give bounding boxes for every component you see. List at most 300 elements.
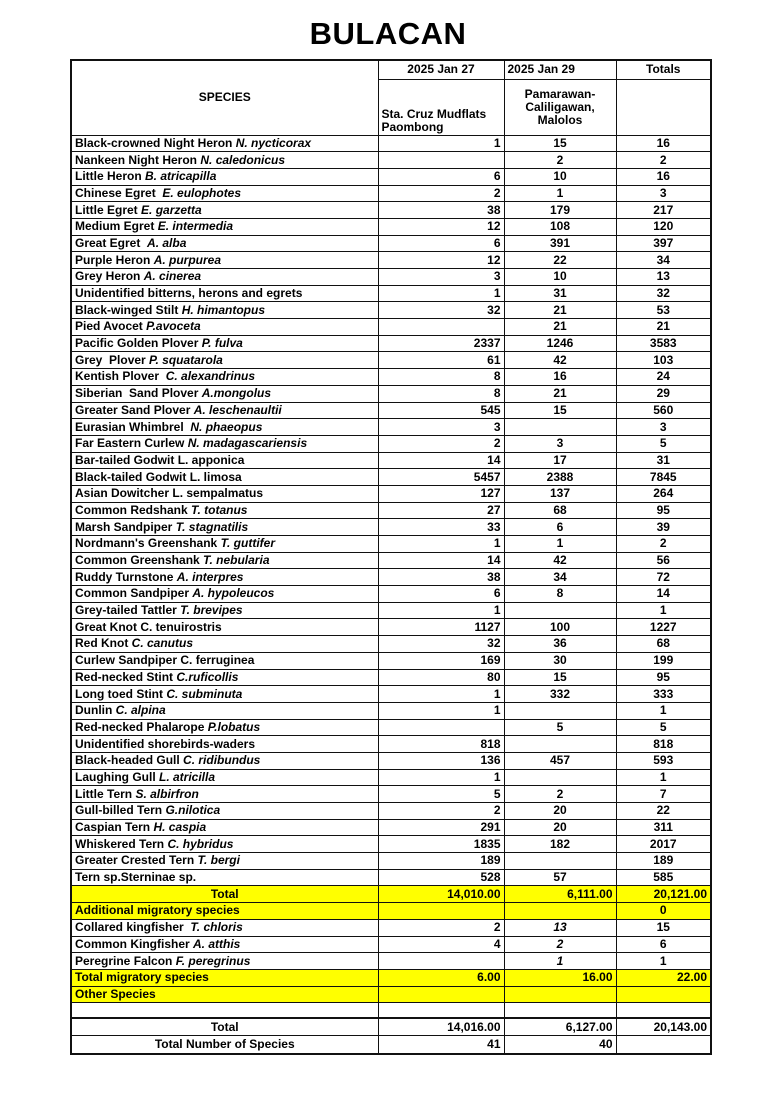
count-jan29-cell xyxy=(504,903,616,920)
species-common-name: Dunlin xyxy=(75,703,116,718)
species-scientific-name: A. leschenaultii xyxy=(193,402,282,417)
count-jan29-cell xyxy=(504,702,616,719)
table-row xyxy=(71,168,711,185)
species-scientific-name: F. peregrinus xyxy=(175,953,251,968)
count-jan27-cell: 189 xyxy=(378,853,504,870)
species-common-name: Bar-tailed Godwit xyxy=(75,452,178,467)
species-common-name: Gull-billed Tern xyxy=(75,803,166,818)
species-cell xyxy=(71,252,378,269)
count-total-cell: 14 xyxy=(616,586,711,603)
species-cell xyxy=(71,369,378,386)
species-scientific-name: A. atthis xyxy=(193,936,241,951)
species-scientific-name: N. phaeopus xyxy=(190,419,263,434)
count-jan29-cell xyxy=(504,853,616,870)
species-cell xyxy=(71,702,378,719)
count-jan29-cell: 22 xyxy=(504,252,616,269)
table-row xyxy=(71,185,711,202)
table-row xyxy=(71,252,711,269)
count-jan27-cell: 2 xyxy=(378,803,504,820)
species-scientific-name: T. bergi xyxy=(197,853,240,868)
species-cell xyxy=(71,352,378,369)
species-common-name: Black-tailed Godwit xyxy=(75,469,190,484)
table-row xyxy=(71,1018,711,1036)
count-jan27-cell: 8 xyxy=(378,385,504,402)
species-common-name: Grey Heron xyxy=(75,269,144,284)
count-jan27-cell: 38 xyxy=(378,202,504,219)
table-row xyxy=(71,536,711,553)
count-total-cell: 3 xyxy=(616,419,711,436)
table-row xyxy=(71,803,711,820)
count-total-cell: 72 xyxy=(616,569,711,586)
count-total-cell: 13 xyxy=(616,269,711,286)
count-jan29-cell: 10 xyxy=(504,269,616,286)
species-common-name: Pacific Golden Plover xyxy=(75,336,202,351)
count-total-cell: 34 xyxy=(616,252,711,269)
count-jan27-cell xyxy=(378,1003,504,1018)
species-scientific-name: N. nycticorax xyxy=(235,135,312,150)
species-cell xyxy=(71,218,378,235)
species-cell xyxy=(71,569,378,586)
count-jan27-cell: 38 xyxy=(378,569,504,586)
count-jan29-cell: 34 xyxy=(504,569,616,586)
count-jan29-cell: 42 xyxy=(504,552,616,569)
species-scientific-name: C. canutus xyxy=(131,636,194,651)
species-scientific-name: H. caspia xyxy=(153,820,207,835)
species-common-name: Additional migratory species xyxy=(75,903,240,918)
date-header-jan27: 2025 Jan 27 xyxy=(378,60,504,79)
count-jan27-cell: 61 xyxy=(378,352,504,369)
count-jan29-cell: 3 xyxy=(504,435,616,452)
species-cell xyxy=(71,986,378,1003)
table-row xyxy=(71,786,711,803)
species-cell xyxy=(71,519,378,536)
count-total-cell: 333 xyxy=(616,686,711,703)
count-total-cell: 21 xyxy=(616,319,711,336)
count-jan29-cell: 2 xyxy=(504,786,616,803)
species-scientific-name: L. apponica xyxy=(177,452,245,467)
count-jan29-cell: 8 xyxy=(504,586,616,603)
page xyxy=(0,16,776,1112)
count-total-cell: 1 xyxy=(616,769,711,786)
table-row xyxy=(71,853,711,870)
count-jan29-cell: 17 xyxy=(504,452,616,469)
table-row xyxy=(71,502,711,519)
count-total-cell: 1 xyxy=(616,602,711,619)
table-row xyxy=(71,269,711,286)
species-common-name: Little Heron xyxy=(75,169,146,184)
table-row xyxy=(71,986,711,1003)
count-jan27-cell: 3 xyxy=(378,419,504,436)
count-jan27-cell: 818 xyxy=(378,736,504,753)
count-jan29-cell: 13 xyxy=(504,919,616,936)
count-total-cell: 24 xyxy=(616,369,711,386)
count-total-cell: 22.00 xyxy=(616,969,711,986)
species-scientific-name: C. hybridus xyxy=(167,836,234,851)
species-common-name: Nordmann's Greenshank xyxy=(75,536,221,551)
species-scientific-name: T. guttifer xyxy=(220,536,275,551)
table-row xyxy=(71,402,711,419)
count-total-cell: 2 xyxy=(616,152,711,169)
species-cell xyxy=(71,502,378,519)
species-cell xyxy=(71,402,378,419)
species-scientific-name: P.lobatus xyxy=(207,719,261,734)
count-total-cell: 593 xyxy=(616,752,711,769)
species-scientific-name: N. madagascariensis xyxy=(187,436,308,451)
species-common-name: Far Eastern Curlew xyxy=(75,436,188,451)
species-scientific-name: C. alpina xyxy=(115,703,166,718)
table-row xyxy=(71,769,711,786)
species-cell xyxy=(71,786,378,803)
species-scientific-name: H. himantopus xyxy=(181,302,266,317)
count-jan29-cell: 30 xyxy=(504,652,616,669)
species-scientific-name: L. atricilla xyxy=(159,769,216,784)
species-count-table xyxy=(70,59,712,1055)
count-jan27-cell: 2 xyxy=(378,185,504,202)
count-total-cell xyxy=(616,986,711,1003)
count-jan29-cell: 21 xyxy=(504,319,616,336)
species-common-name: Eurasian Whimbrel xyxy=(75,419,191,434)
count-total-cell: 560 xyxy=(616,402,711,419)
count-total-cell: 22 xyxy=(616,803,711,820)
species-common-name: Curlew Sandpiper xyxy=(75,653,181,668)
species-cell xyxy=(71,669,378,686)
species-common-name: Chinese Egret xyxy=(75,185,163,200)
table-row xyxy=(71,135,711,152)
species-cell xyxy=(71,602,378,619)
species-common-name: Little Tern xyxy=(75,786,136,801)
count-jan27-cell: 1 xyxy=(378,702,504,719)
table-row xyxy=(71,469,711,486)
species-cell xyxy=(71,919,378,936)
table-row xyxy=(71,452,711,469)
species-cell xyxy=(71,636,378,653)
table-row xyxy=(71,302,711,319)
species-scientific-name: L. sempalmatus xyxy=(172,486,264,501)
count-jan27-cell: 1 xyxy=(378,285,504,302)
species-common-name: Greater Sand Plover xyxy=(75,402,194,417)
species-scientific-name: T. brevipes xyxy=(180,603,243,618)
count-total-cell: 7845 xyxy=(616,469,711,486)
count-jan29-cell: 57 xyxy=(504,869,616,886)
species-scientific-name: C. tenuirostris xyxy=(140,619,222,634)
species-scientific-name: E. garzetta xyxy=(141,202,202,217)
count-total-cell: 1 xyxy=(616,702,711,719)
count-total-cell: 29 xyxy=(616,385,711,402)
count-jan27-cell: 6 xyxy=(378,168,504,185)
count-jan27-cell: 27 xyxy=(378,502,504,519)
count-total-cell: 20,143.00 xyxy=(616,1018,711,1036)
count-jan29-cell: 6,111.00 xyxy=(504,886,616,903)
table-row xyxy=(71,335,711,352)
table-row xyxy=(71,435,711,452)
table-row xyxy=(71,652,711,669)
species-common-name: Medium Egret xyxy=(75,219,158,234)
table-row xyxy=(71,636,711,653)
species-common-name: Laughing Gull xyxy=(75,769,159,784)
count-total-cell: 311 xyxy=(616,819,711,836)
species-cell xyxy=(71,285,378,302)
species-common-name: Nankeen Night Heron xyxy=(75,152,201,167)
count-total-cell: 53 xyxy=(616,302,711,319)
species-scientific-name: P. squatarola xyxy=(149,352,223,367)
species-cell xyxy=(71,586,378,603)
species-scientific-name: T. chloris xyxy=(190,920,243,935)
species-cell xyxy=(71,886,378,903)
count-jan29-cell: 391 xyxy=(504,235,616,252)
count-total-cell: 16 xyxy=(616,135,711,152)
species-common-name: Great Egret xyxy=(75,235,148,250)
count-jan27-cell: 14 xyxy=(378,552,504,569)
count-jan27-cell: 12 xyxy=(378,218,504,235)
count-jan29-cell: 10 xyxy=(504,168,616,185)
table-row xyxy=(71,152,711,169)
table-header xyxy=(71,60,711,135)
count-total-cell: 3 xyxy=(616,185,711,202)
count-total-cell: 95 xyxy=(616,669,711,686)
species-common-name: Black-crowned Night Heron xyxy=(75,135,236,150)
species-common-name: Black-winged Stilt xyxy=(75,302,182,317)
species-common-name: Tern sp.Sterninae sp. xyxy=(75,870,197,885)
count-jan27-cell: 545 xyxy=(378,402,504,419)
count-jan29-cell: 2388 xyxy=(504,469,616,486)
species-scientific-name: T. stagnatilis xyxy=(175,519,249,534)
table-row xyxy=(71,235,711,252)
species-cell xyxy=(71,752,378,769)
count-jan27-cell: 8 xyxy=(378,369,504,386)
count-jan27-cell xyxy=(378,719,504,736)
count-total-cell: 0 xyxy=(616,903,711,920)
table-row xyxy=(71,1003,711,1018)
count-jan29-cell: 15 xyxy=(504,669,616,686)
count-jan27-cell: 1 xyxy=(378,686,504,703)
page-title: BULACAN xyxy=(309,16,467,51)
table-row xyxy=(71,319,711,336)
count-jan27-cell: 14,016.00 xyxy=(378,1018,504,1036)
table-row xyxy=(71,519,711,536)
count-total-cell: 1 xyxy=(616,953,711,970)
count-jan29-cell: 31 xyxy=(504,285,616,302)
count-total-cell: 16 xyxy=(616,168,711,185)
species-common-name: Pied Avocet xyxy=(75,319,147,334)
table-row xyxy=(71,218,711,235)
count-total-cell: 397 xyxy=(616,235,711,252)
count-jan29-cell: 1 xyxy=(504,185,616,202)
count-jan29-cell: 40 xyxy=(504,1036,616,1054)
table-row xyxy=(71,586,711,603)
table-row xyxy=(71,919,711,936)
table-row xyxy=(71,702,711,719)
count-jan27-cell xyxy=(378,986,504,1003)
count-total-cell: 6 xyxy=(616,936,711,953)
species-cell xyxy=(71,319,378,336)
count-total-cell: 56 xyxy=(616,552,711,569)
species-cell xyxy=(71,819,378,836)
species-common-name: Total xyxy=(210,886,239,901)
count-jan29-cell: 182 xyxy=(504,836,616,853)
species-common-name: Greater Crested Tern xyxy=(75,853,198,868)
count-jan27-cell: 1 xyxy=(378,602,504,619)
count-jan27-cell: 32 xyxy=(378,302,504,319)
count-jan29-cell: 100 xyxy=(504,619,616,636)
species-cell xyxy=(71,452,378,469)
species-scientific-name: P. fulva xyxy=(201,336,243,351)
count-jan27-cell: 2 xyxy=(378,919,504,936)
count-jan29-cell: 6,127.00 xyxy=(504,1018,616,1036)
count-total-cell: 3583 xyxy=(616,335,711,352)
count-jan27-cell: 1835 xyxy=(378,836,504,853)
count-jan27-cell: 12 xyxy=(378,252,504,269)
species-common-name: Whiskered Tern xyxy=(75,836,168,851)
species-common-name: Black-headed Gull xyxy=(75,753,184,768)
species-common-name: Marsh Sandpiper xyxy=(75,519,176,534)
species-common-name: Asian Dowitcher xyxy=(75,486,173,501)
species-common-name: Common Greenshank xyxy=(75,553,204,568)
species-cell xyxy=(71,736,378,753)
count-jan29-cell xyxy=(504,736,616,753)
table-row xyxy=(71,969,711,986)
count-jan27-cell: 1 xyxy=(378,135,504,152)
species-common-name: Long toed Stint xyxy=(75,686,167,701)
species-cell xyxy=(71,936,378,953)
species-common-name: Total Number of Species xyxy=(154,1037,295,1051)
species-cell xyxy=(71,853,378,870)
species-cell xyxy=(71,419,378,436)
count-total-cell: 1227 xyxy=(616,619,711,636)
count-jan27-cell: 1127 xyxy=(378,619,504,636)
count-jan27-cell: 1 xyxy=(378,769,504,786)
count-jan29-cell: 457 xyxy=(504,752,616,769)
count-jan27-cell: 14,010.00 xyxy=(378,886,504,903)
count-total-cell: 2017 xyxy=(616,836,711,853)
table-row xyxy=(71,385,711,402)
count-total-cell: 585 xyxy=(616,869,711,886)
species-cell xyxy=(71,152,378,169)
table-row xyxy=(71,819,711,836)
count-jan27-cell: 6.00 xyxy=(378,969,504,986)
species-common-name: Red Knot xyxy=(75,636,132,651)
table-row xyxy=(71,686,711,703)
count-total-cell: 5 xyxy=(616,719,711,736)
species-scientific-name: A. interpres xyxy=(176,569,244,584)
count-jan29-cell: 20 xyxy=(504,819,616,836)
species-common-name: Common Sandpiper xyxy=(75,586,193,601)
count-jan29-cell: 332 xyxy=(504,686,616,703)
species-cell xyxy=(71,469,378,486)
species-common-name: Total migratory species xyxy=(75,970,209,985)
species-cell xyxy=(71,869,378,886)
table-row xyxy=(71,369,711,386)
table-row xyxy=(71,552,711,569)
species-common-name: Siberian Sand Plover xyxy=(75,386,202,401)
species-cell xyxy=(71,836,378,853)
count-jan29-cell: 16.00 xyxy=(504,969,616,986)
count-jan27-cell: 2 xyxy=(378,435,504,452)
species-scientific-name: A. purpurea xyxy=(153,252,222,267)
species-scientific-name: C. ferruginea xyxy=(180,653,255,668)
species-cell xyxy=(71,953,378,970)
count-total-cell xyxy=(616,1003,711,1018)
species-cell xyxy=(71,969,378,986)
species-common-name: Peregrine Falcon xyxy=(75,953,176,968)
species-cell xyxy=(71,202,378,219)
count-total-cell: 7 xyxy=(616,786,711,803)
species-cell xyxy=(71,269,378,286)
species-cell xyxy=(71,385,378,402)
count-jan29-cell xyxy=(504,602,616,619)
count-jan27-cell: 6 xyxy=(378,586,504,603)
species-cell xyxy=(71,485,378,502)
location-header-jan29: Pamarawan-Caliligawan, Malolos xyxy=(504,79,616,135)
species-cell xyxy=(71,803,378,820)
species-common-name: Red-necked Phalarope xyxy=(75,719,208,734)
count-jan29-cell: 15 xyxy=(504,135,616,152)
species-scientific-name: C. ridibundus xyxy=(183,753,261,768)
table-row xyxy=(71,836,711,853)
count-total-cell: 199 xyxy=(616,652,711,669)
count-jan29-cell xyxy=(504,769,616,786)
species-cell xyxy=(71,652,378,669)
count-total-cell: 39 xyxy=(616,519,711,536)
count-jan27-cell: 169 xyxy=(378,652,504,669)
species-common-name: Grey-tailed Tattler xyxy=(75,603,181,618)
count-jan27-cell: 33 xyxy=(378,519,504,536)
species-scientific-name: A. hypoleucos xyxy=(192,586,275,601)
count-total-cell xyxy=(616,1036,711,1054)
species-scientific-name: G.nilotica xyxy=(165,803,221,818)
table-row xyxy=(71,285,711,302)
count-jan29-cell: 2 xyxy=(504,936,616,953)
location-header-totals xyxy=(616,79,711,135)
count-jan29-cell xyxy=(504,1003,616,1018)
count-jan27-cell: 41 xyxy=(378,1036,504,1054)
species-common-name: Ruddy Turnstone xyxy=(75,569,177,584)
count-jan29-cell: 2 xyxy=(504,152,616,169)
table-row xyxy=(71,569,711,586)
count-jan29-cell: 108 xyxy=(504,218,616,235)
count-jan27-cell: 80 xyxy=(378,669,504,686)
count-jan29-cell: 16 xyxy=(504,369,616,386)
table-row xyxy=(71,669,711,686)
species-scientific-name: A. cinerea xyxy=(143,269,202,284)
species-cell xyxy=(71,903,378,920)
table-row xyxy=(71,736,711,753)
species-scientific-name: P.avoceta xyxy=(146,319,201,334)
species-cell xyxy=(71,168,378,185)
species-common-name: Unidentified shorebirds-waders xyxy=(75,736,256,751)
count-total-cell: 103 xyxy=(616,352,711,369)
count-jan29-cell xyxy=(504,419,616,436)
species-scientific-name: T. totanus xyxy=(191,502,248,517)
species-scientific-name: T. nebularia xyxy=(203,553,270,568)
table-row xyxy=(71,419,711,436)
species-common-name: Grey Plover xyxy=(75,352,150,367)
species-cell xyxy=(71,619,378,636)
table-row xyxy=(71,752,711,769)
count-total-cell: 818 xyxy=(616,736,711,753)
count-jan29-cell: 21 xyxy=(504,302,616,319)
count-jan29-cell: 68 xyxy=(504,502,616,519)
count-total-cell: 15 xyxy=(616,919,711,936)
table-row xyxy=(71,886,711,903)
table-row xyxy=(71,719,711,736)
species-scientific-name: L. limosa xyxy=(189,469,242,484)
count-total-cell: 189 xyxy=(616,853,711,870)
count-jan29-cell: 6 xyxy=(504,519,616,536)
count-jan29-cell: 5 xyxy=(504,719,616,736)
species-common-name: Other Species xyxy=(75,986,156,1001)
table-row xyxy=(71,619,711,636)
table-row xyxy=(71,602,711,619)
